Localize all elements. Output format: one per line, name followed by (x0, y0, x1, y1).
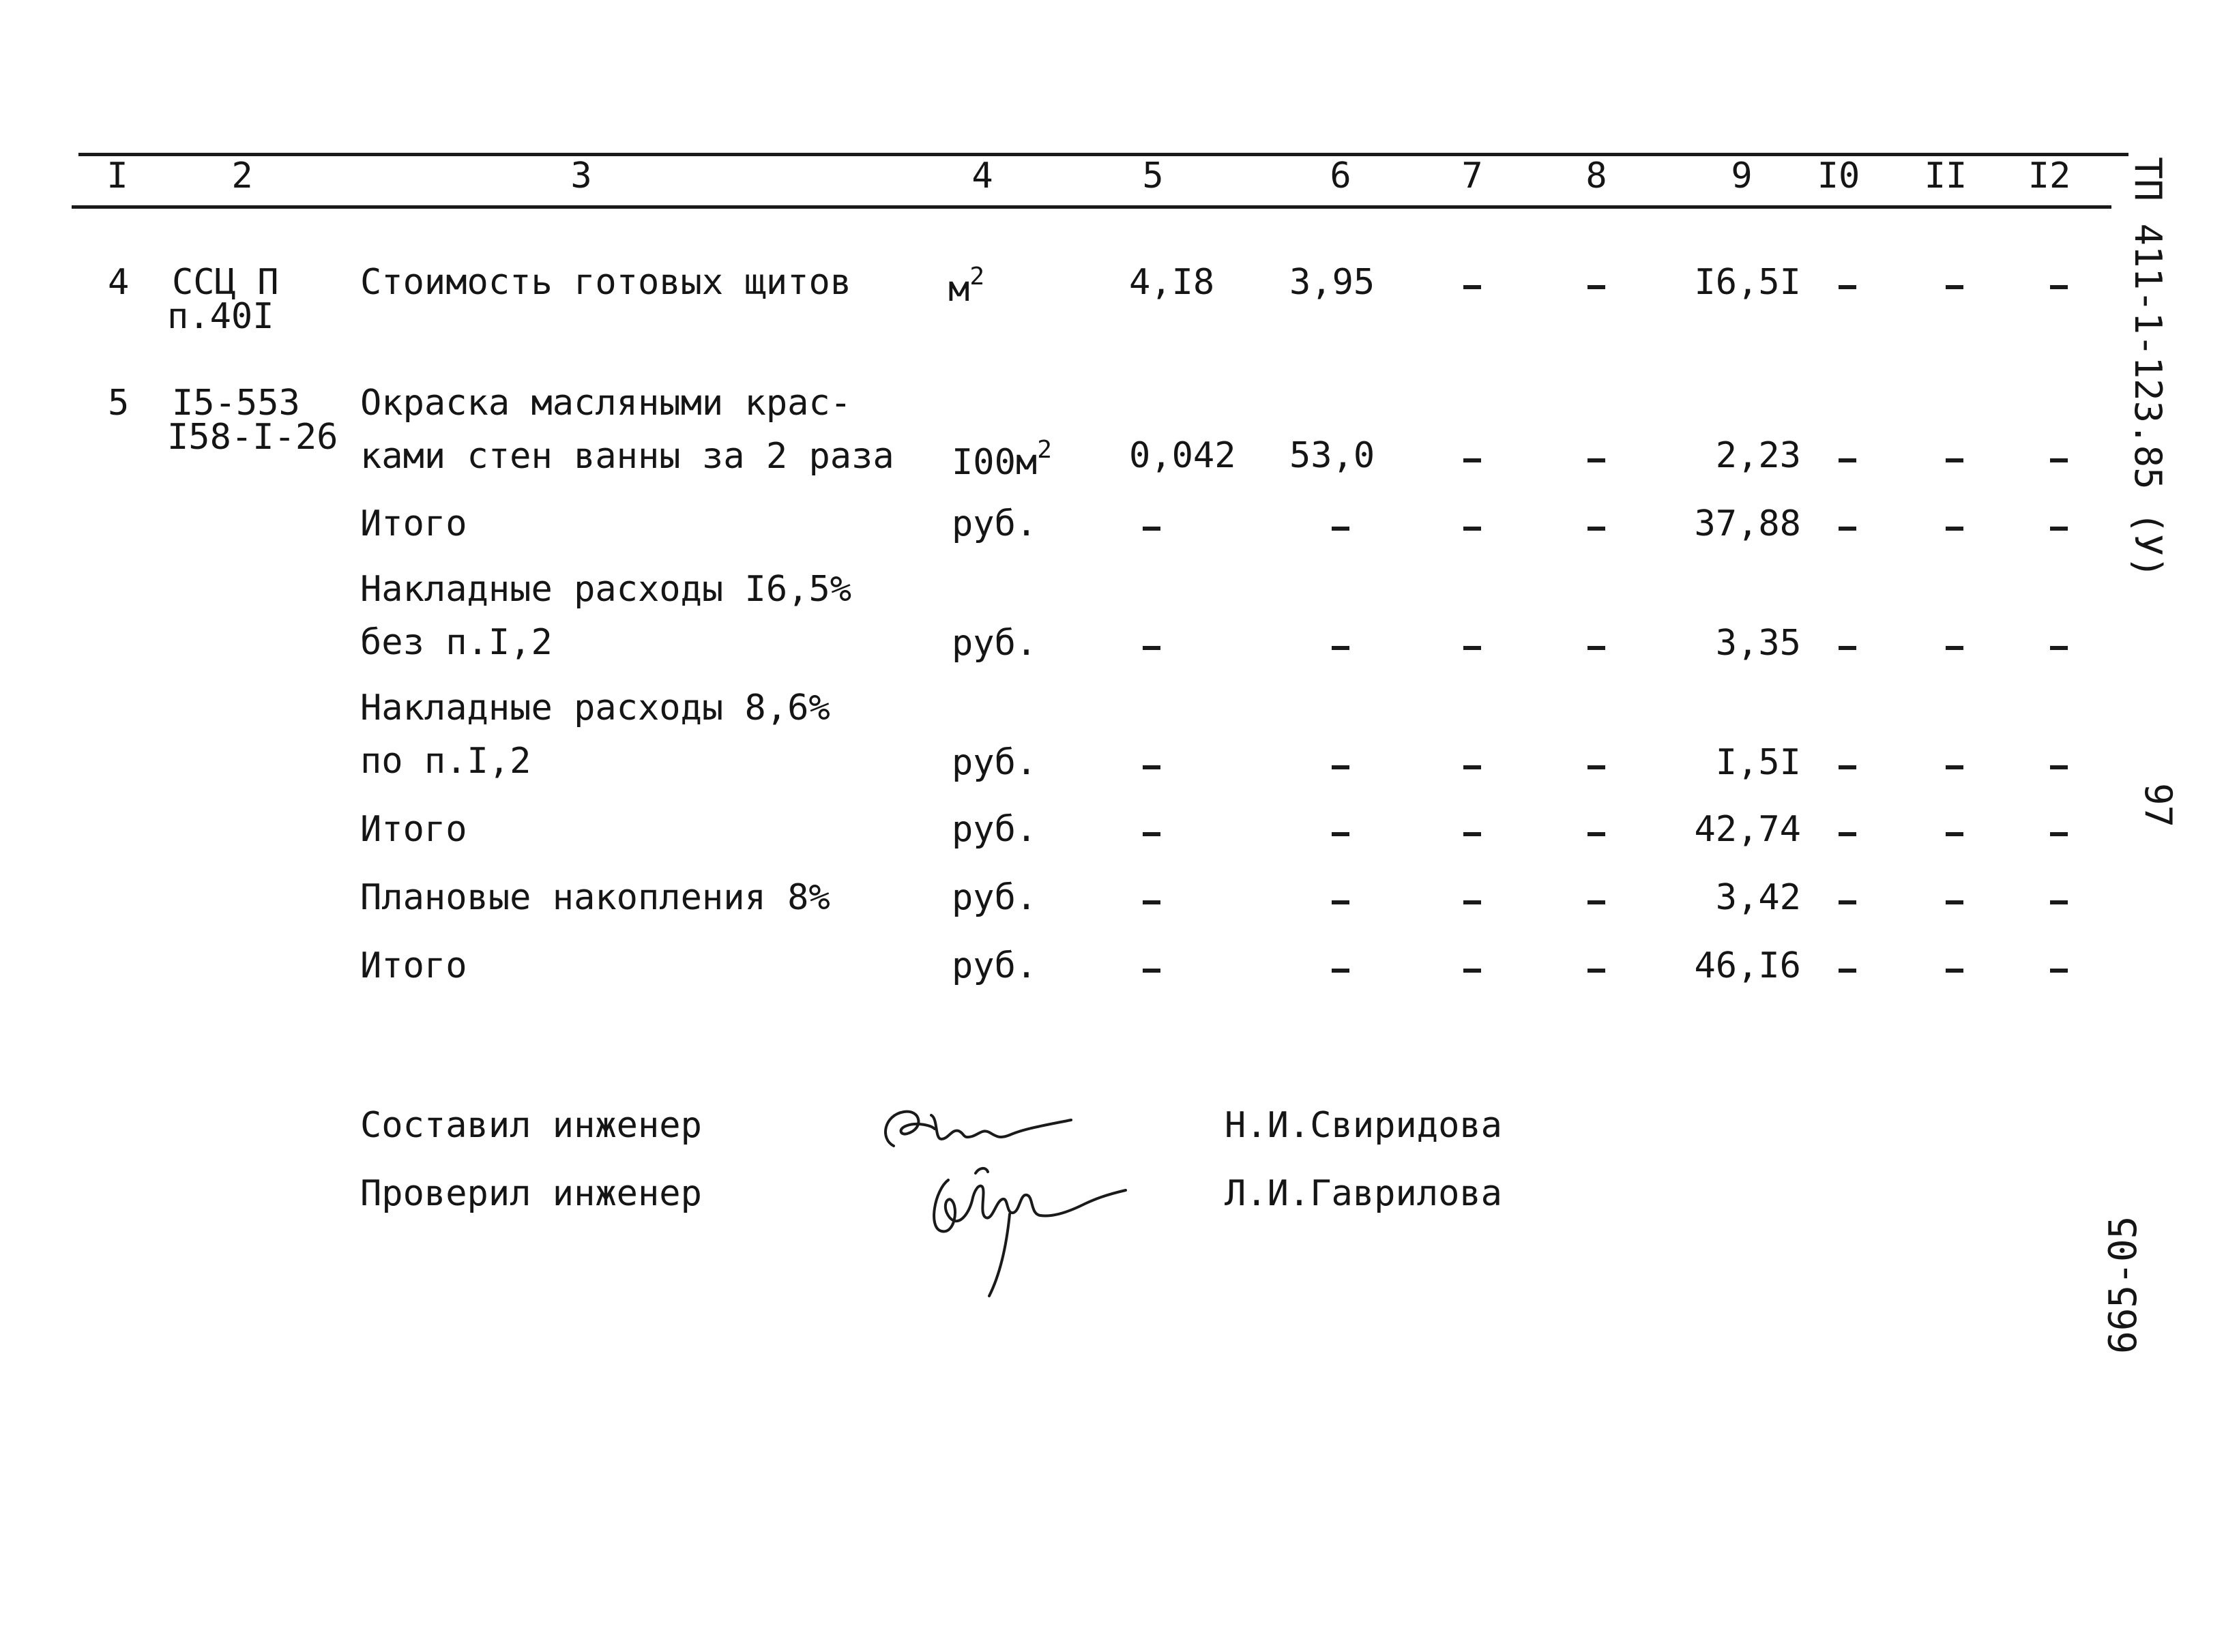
header-col-2: 2 (231, 156, 253, 196)
header-col-11: II (1924, 156, 1967, 196)
empty-value-dash (1946, 832, 1963, 836)
unit-text: руб. (952, 742, 1038, 783)
cell-c9: I,5I (1715, 742, 1801, 783)
empty-value-dash (1839, 646, 1856, 650)
empty-value-dash (1463, 832, 1481, 836)
row-unit (952, 436, 1052, 483)
empty-value-dash (1463, 900, 1481, 904)
empty-value-dash (1946, 765, 1963, 769)
empty-value-dash (1332, 646, 1349, 650)
row-unit (952, 742, 1038, 783)
empty-value-dash (1143, 646, 1160, 650)
unit-text: м (948, 269, 970, 310)
header-col-8: 8 (1585, 156, 1607, 196)
cell-c9: 3,42 (1715, 877, 1801, 918)
row-description: без п.I,2 (360, 622, 553, 663)
empty-value-dash (1587, 900, 1605, 904)
empty-value-dash (1946, 900, 1963, 904)
row-description: Итого (360, 503, 467, 544)
empty-value-dash (1463, 969, 1481, 973)
row-number: 4 (108, 262, 130, 303)
empty-value-dash (2050, 765, 2068, 769)
row-description: ками стен ванны за 2 раза (360, 436, 894, 477)
row-unit (952, 877, 1038, 918)
empty-value-dash (1839, 832, 1856, 836)
row-description: Итого (360, 945, 467, 986)
row-code: I5-553 (172, 383, 300, 424)
empty-value-dash (1587, 765, 1605, 769)
cell-c9: I6,5I (1694, 262, 1801, 303)
table-header-rule (72, 205, 2111, 209)
checked-by-name: Л.И.Гаврилова (1225, 1173, 1502, 1214)
empty-value-dash (1946, 646, 1963, 650)
cell-c6: 53,0 (1289, 435, 1375, 476)
empty-value-dash (1946, 458, 1963, 462)
empty-value-dash (1332, 832, 1349, 836)
empty-value-dash (1143, 765, 1160, 769)
unit-text: I00м (952, 442, 1038, 483)
unit-text: руб. (952, 877, 1038, 918)
header-col-5: 5 (1142, 156, 1164, 196)
cell-c6: 3,95 (1289, 262, 1375, 303)
empty-value-dash (1587, 646, 1605, 650)
unit-text: руб. (952, 945, 1038, 986)
empty-value-dash (2050, 458, 2068, 462)
row-description: Накладные расходы 8,6% (360, 688, 830, 728)
empty-value-dash (1463, 646, 1481, 650)
cell-c9: 2,23 (1715, 435, 1801, 476)
row-unit (952, 809, 1038, 850)
project-code: ТП 411-1-123.85 (У) (2126, 157, 2169, 578)
empty-value-dash (1332, 527, 1349, 531)
header-col-7: 7 (1461, 156, 1483, 196)
empty-value-dash (1463, 527, 1481, 531)
empty-value-dash (1587, 527, 1605, 531)
row-code: ССЦ П (172, 262, 279, 303)
row-code: п.40I (167, 296, 274, 337)
unit-text: руб. (952, 809, 1038, 850)
cell-c9: 42,74 (1694, 809, 1801, 850)
empty-value-dash (1587, 285, 1605, 289)
empty-value-dash (2050, 646, 2068, 650)
compiled-by-name: Н.И.Свиридова (1225, 1105, 1502, 1146)
checker-signature (907, 1153, 1139, 1303)
empty-value-dash (2050, 527, 2068, 531)
row-unit (952, 503, 1038, 544)
empty-value-dash (1143, 900, 1160, 904)
header-col-9: 9 (1731, 156, 1753, 196)
row-unit (952, 623, 1038, 664)
empty-value-dash (2050, 969, 2068, 973)
empty-value-dash (1946, 527, 1963, 531)
empty-value-dash (1839, 969, 1856, 973)
unit-exponent: 2 (969, 263, 984, 291)
cell-c5: 0,042 (1129, 435, 1236, 476)
empty-value-dash (1463, 458, 1481, 462)
unit-text: руб. (952, 623, 1038, 664)
empty-value-dash (1332, 969, 1349, 973)
empty-value-dash (1587, 458, 1605, 462)
cell-c9: 3,35 (1715, 623, 1801, 664)
row-description: Окраска масляными крас- (360, 383, 852, 424)
empty-value-dash (1946, 285, 1963, 289)
empty-value-dash (1587, 832, 1605, 836)
row-number: 5 (108, 383, 130, 424)
cell-c5: 4,I8 (1129, 262, 1215, 303)
empty-value-dash (1143, 527, 1160, 531)
empty-value-dash (1839, 527, 1856, 531)
empty-value-dash (2050, 900, 2068, 904)
empty-value-dash (2050, 285, 2068, 289)
unit-text: руб. (952, 503, 1038, 544)
empty-value-dash (1587, 969, 1605, 973)
sheet-code: 665-05 (2101, 1215, 2146, 1354)
page-number: 97 (2137, 783, 2180, 828)
cell-c9: 37,88 (1694, 503, 1801, 544)
header-col-1: I (106, 156, 128, 196)
row-description: по п.I,2 (360, 741, 531, 782)
compiled-by-label: Составил инженер (360, 1105, 702, 1146)
row-unit (952, 945, 1038, 986)
empty-value-dash (1332, 765, 1349, 769)
empty-value-dash (1839, 765, 1856, 769)
row-description: Стоимость готовых щитов (360, 262, 852, 303)
header-col-4: 4 (971, 156, 993, 196)
empty-value-dash (1839, 458, 1856, 462)
empty-value-dash (1946, 969, 1963, 973)
header-col-12: I2 (2028, 156, 2071, 196)
header-col-10: I0 (1817, 156, 1860, 196)
header-col-6: 6 (1330, 156, 1351, 196)
row-description: Плановые накопления 8% (360, 877, 830, 918)
empty-value-dash (2050, 832, 2068, 836)
empty-value-dash (1463, 765, 1481, 769)
header-col-3: 3 (570, 156, 592, 196)
row-description: Накладные расходы I6,5% (360, 569, 852, 610)
unit-exponent: 2 (1037, 436, 1052, 464)
cell-c9: 46,I6 (1694, 945, 1801, 986)
row-description: Итого (360, 809, 467, 850)
checked-by-label: Проверил инженер (360, 1173, 702, 1214)
empty-value-dash (1839, 900, 1856, 904)
row-code: I58-I-26 (167, 417, 338, 458)
empty-value-dash (1332, 900, 1349, 904)
empty-value-dash (1839, 285, 1856, 289)
empty-value-dash (1143, 832, 1160, 836)
empty-value-dash (1143, 969, 1160, 973)
row-unit (948, 263, 984, 310)
empty-value-dash (1463, 285, 1481, 289)
